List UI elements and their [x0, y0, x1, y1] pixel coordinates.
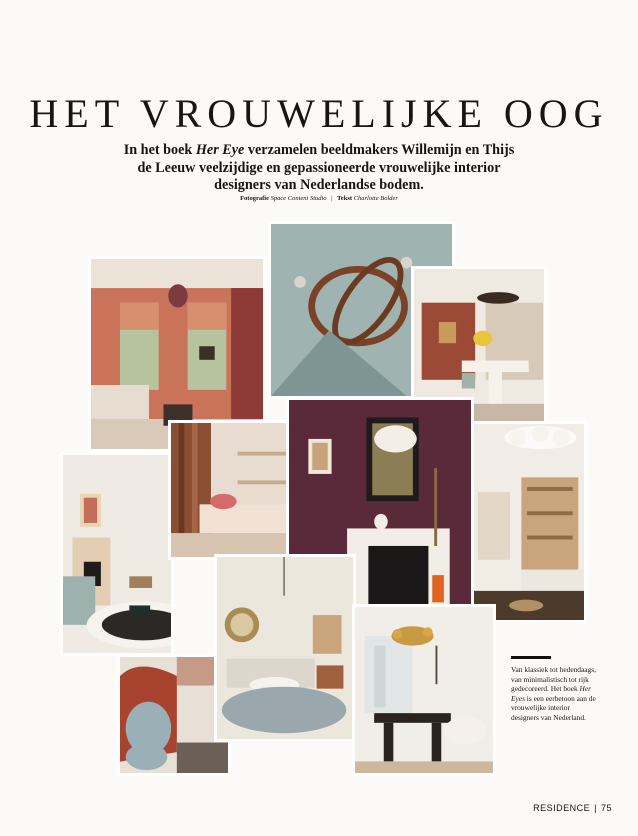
credit-separator: | — [331, 195, 333, 202]
intro-post: verzamelen beeldmakers Willemijn en Thijs de Leeuw veelzijdige en gepassioneerde vrouwelijke interior designers van Nederlandse bodem. — [137, 142, 515, 193]
photo-cream-living-room — [60, 452, 174, 656]
photo-bookshelf-room — [471, 421, 587, 623]
caption-rule — [511, 656, 551, 659]
intro-pre: In het boek — [123, 142, 196, 158]
page-title: HET VROUWELIJKE OOG — [29, 91, 609, 136]
caption-part2: is een eerbetoon aan de vrouwelijke interior designers van Nederland. — [511, 693, 596, 722]
photo-white-dining — [352, 604, 496, 776]
footer-separator: | — [594, 803, 597, 813]
photo-curtain-corner — [168, 420, 291, 560]
credits — [0, 195, 638, 202]
credit-text-name: Charlotte Bolder — [353, 195, 398, 202]
intro-text — [120, 142, 518, 195]
page-footer — [533, 803, 612, 813]
credit-photo-label: Fotografie — [240, 195, 269, 202]
magazine-name: RESIDENCE — [533, 803, 591, 813]
credit-text-label: Tekst — [337, 195, 353, 202]
page-number: 75 — [600, 803, 612, 813]
photo-caption — [511, 665, 597, 723]
photo-sofa-mirror-room — [214, 554, 356, 742]
intro-book-title: Her Eye — [195, 142, 245, 158]
credit-photo-name: Space Content Studio — [270, 195, 327, 202]
caption-book-title: Her Eyes — [511, 684, 592, 703]
caption-part1: Van klassiek tot hedendaags, van minimalistisch tot rijk gedecoreerd. Het boek — [511, 665, 596, 694]
